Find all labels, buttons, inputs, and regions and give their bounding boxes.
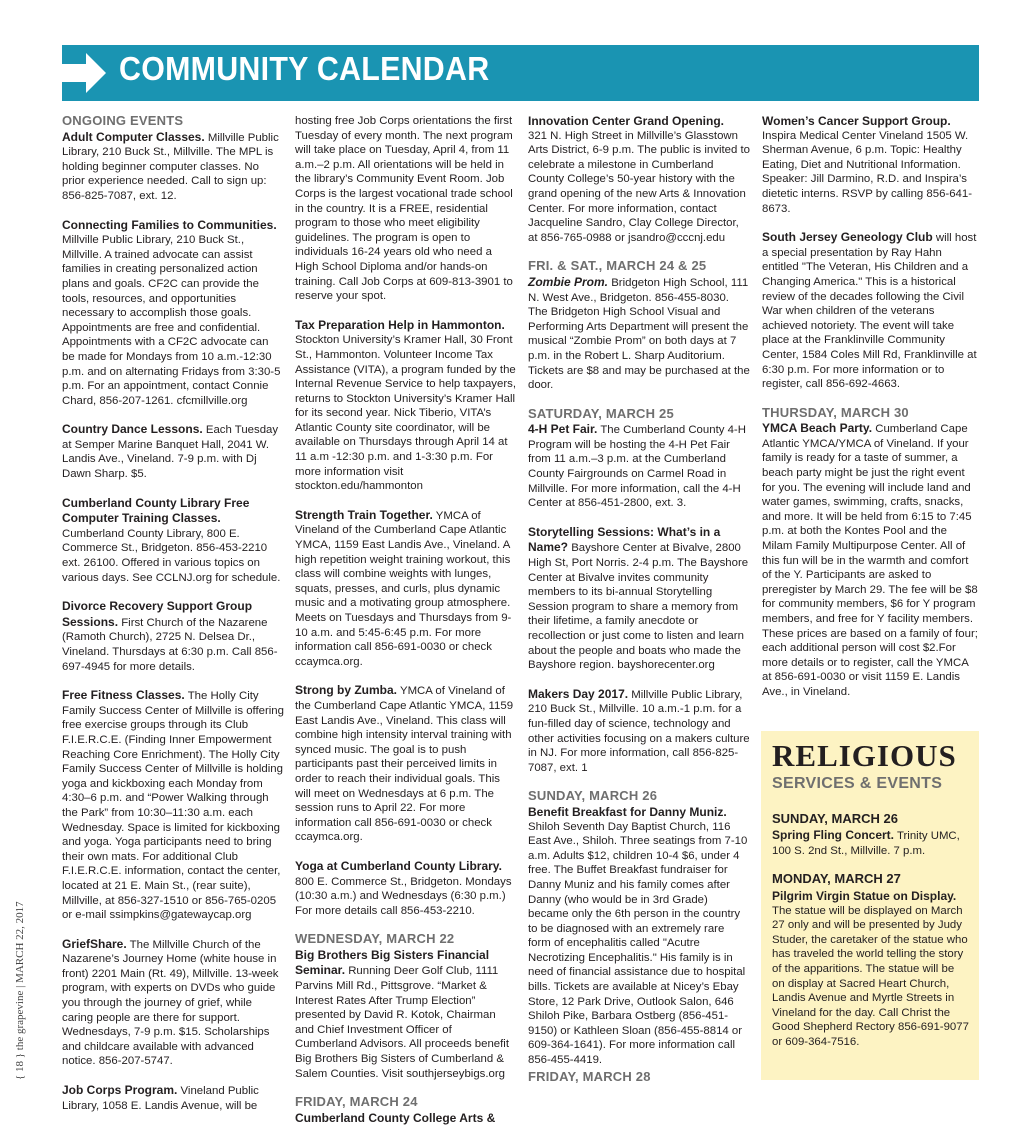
event-body: Vineland Public Library, 1058 E. Landis Avenue, will be: [62, 1085, 259, 1112]
event-body: The Holly City Family Success Center of Millville is offering free exercise groups through its Club F.I.E.R.C.E. (Finding Inner Empowerment Reaching Core Enrichment). The Holly City Family Success Center of Millville is holding yoga and kickboxing each Monday from 4:30–6 p.m. and “Power Walking through the Park” from 10:30–11:30 a.m. each Wednesday. Space is limited for kickboxing and yoga. Yoga participants need to bring their own mats. For additional Club F.I.E.R.C.E. information, contact the center, located at 21 E. Main St., (rear suite), Millville, at 856-327-1510 or 856-765-0205 or e-mail ssimpkins@gatewaycap.org: [62, 690, 284, 922]
event-item: [295, 318, 517, 494]
event-continuation: hosting free Job Corps orientations the first Tuesday of every month. The next program will take place on Tuesday, April 4, from 11 a.m.–2 p.m. All orientations will be held in the library’s Community Event Room. Job Corps is the largest vocational trade school in the country. It is a FREE, residential program to those who meet eligibility guidelines. The program is open to individuals 16-24 years old who need a High School Diploma and/or hands-on training. Call Job Corps at 609-813-3901 to reserve your spot.: [295, 115, 513, 303]
event-title: Strong by Zumba.: [295, 683, 397, 698]
event-body: First Church of the Nazarene (Ramoth Church), 2725 N. Delsea Dr., Vineland. Thursdays at 6:30 p.m. Call 856-697-4945 for more details.: [62, 616, 278, 673]
event-body: Cumberland County Library, 800 E. Commerce St., Bridgeton. 856-453-2210 ext. 26100. Offered in various topics on various days. See CCLNJ.org for schedule.: [62, 527, 281, 584]
event-item: [295, 948, 517, 1081]
column-2: [295, 114, 517, 1125]
date-heading: FRIDAY, MARCH 24: [295, 1094, 418, 1110]
event-title: Connecting Families to Communities.: [62, 217, 277, 232]
event-title: Pilgrim Virgin Statue on Display.: [772, 888, 957, 903]
event-body: Running Deer Golf Club, 1111 Parvins Mill Rd., Pittsgrove. “Market & Interest Rates After Trump Election” presented by David R. Kotok, Chairman and Chief Investment Officer of Cumberland Advisors. All proceeds benefit Big Brothers Big Sisters of Cumberland & Salem Counties. Visit southjerseybigs.org: [295, 965, 510, 1080]
event-body: will host a special presentation by Ray Hahn entitled "The Veteran, His Children and a Changing America." This is a historical review of the decades following the Civil War when children of the veterans achieved notoriety. The event will take place at the Franklinville Community Center, 1584 Coles Mill Rd, Franklinville at 6:30 p.m. For more information or to register, call 856-692-4663.: [762, 232, 977, 391]
event-title: South Jersey Geneology Club: [762, 230, 933, 245]
event-item: [762, 114, 980, 216]
event-item: [295, 508, 517, 670]
event-item: [528, 525, 750, 673]
event-item: [295, 859, 517, 918]
column-3: [528, 114, 750, 1085]
event-title: Yoga at Cumberland County Library.: [295, 858, 502, 873]
page-footer: [14, 870, 34, 1080]
event-title: Strength Train Together.: [295, 507, 433, 522]
event-title: Divorce Recovery Support Group Sessions.: [62, 599, 253, 629]
date-heading: MONDAY, MARCH 27: [772, 871, 901, 887]
event-title: Big Brothers Big Sisters Financial Seminar.: [295, 947, 490, 978]
event-title: Free Fitness Classes.: [62, 688, 185, 703]
event-item: [62, 218, 284, 409]
date-heading: THURSDAY, MARCH 30: [762, 404, 909, 420]
event-item: [762, 421, 980, 699]
date-heading: SUNDAY, MARCH 26: [528, 788, 658, 804]
section-banner: [62, 45, 979, 101]
event-item: [295, 683, 517, 845]
event-item: [528, 275, 750, 393]
event-item: [62, 599, 284, 674]
religious-subtitle: SERVICES & EVENTS: [772, 775, 943, 792]
event-item: [528, 687, 750, 776]
event-title: Tax Preparation Help in Hammonton.: [295, 317, 505, 332]
date-heading: SATURDAY, MARCH 25: [528, 405, 674, 421]
religious-sidebar: [761, 731, 979, 1080]
event-body: The Millville Church of the Nazarene’s Journey Home (white house in front) 2201 Main (Rt. 49), Millville. 13-week program, with experts on DVDs who guide you through the journey of grief, while caring people are there for support. Wednesdays, 7-9 p.m. $15. Scholarships and childcare available with advanced notice. 856-207-5747.: [62, 938, 279, 1068]
date-heading: FRI. & SAT., MARCH 24 & 25: [528, 258, 707, 274]
event-title: Makers Day 2017.: [528, 686, 629, 701]
event-item: [762, 230, 980, 392]
date-heading: SUNDAY, MARCH 26: [772, 810, 898, 826]
event-body: Millville Public Library, 210 Buck St., Millville. The MPL is holding beginner computer classes. No prior experience needed. Call to sign up: 856-825-7087, ext. 12.: [62, 131, 279, 202]
event-item: [772, 828, 969, 858]
event-body: YMCA of Vineland of the Cumberland Cape Atlantic YMCA, 1159 East Landis Ave., Vineland. A high repetition weight training workout, this class will combine weights with lunges, squats, presses, and curls, plus dynamic music and a motivating group atmosphere. Meets on Tuesdays and Thursdays from 9-10 a.m. and 5:45-6:45 p.m. For more information call 856-691-0030 or check ccaymca.org.: [295, 509, 512, 668]
event-item: [528, 805, 750, 1068]
event-title: Country Dance Lessons.: [62, 422, 203, 437]
event-body: Bridgeton High School, 111 N. West Ave., Bridgeton. 856-455-8030. The Bridgeton High School Visual and Performing Arts Department will present the musical “Zombie Prom” on both days at 7 p.m. in the Robert L. Sharp Auditorium. Tickets are $8 and may be purchased at the door.: [528, 276, 750, 392]
event-item: [62, 1083, 284, 1113]
event-body: Each Tuesday at Semper Marine Banquet Hall, 2041 W. Landis Ave., Vineland. 7-9 p.m. with Dj Dawn Sharp. $5.: [62, 424, 279, 481]
event-title: YMCA Beach Party.: [762, 421, 873, 436]
event-title: Benefit Breakfast for Danny Muniz.: [528, 804, 727, 819]
event-body: Millville Public Library, 210 Buck St., Millville. 10 a.m.-1 p.m. for a fun-filled day of science, technology and other activities focusing on a makers culture in NJ. For more information, call 856-825-7087, ext. 1: [528, 688, 750, 774]
event-title: Spring Fling Concert.: [772, 828, 894, 843]
event-title: Cumberland County Library Free Computer Training Classes.: [62, 495, 250, 526]
column-1: [62, 114, 284, 1127]
event-body: The Cumberland County 4-H Program will be hosting the 4-H Pet Fair from 11 a.m.–3 p.m. at the Cumberland County Fairgrounds on Carmel Road in Millville. For more information, call the 4-H Center at 856-451-2800, ext. 3.: [528, 424, 746, 510]
event-body: The statue will be displayed on March 27 only and will be presented by Judy Studer, the caretaker of the statue who has traveled the world telling the story of the apparitions. The statue will be on display at Sacred Heart Church, Landis Avenue and Myrtle Streets in Vineland for the day. Call Christ the Good Shepherd Rectory 856-691-9077 or 609-364-7516.: [772, 904, 969, 1048]
event-item: [62, 937, 284, 1069]
event-title: Storytelling Sessions: What’s in a Name?: [528, 524, 721, 555]
arrow-right-icon: [62, 53, 106, 93]
event-item: [62, 688, 284, 923]
event-title: Innovation Center Grand Opening.: [528, 114, 725, 128]
event-item: [772, 889, 969, 1050]
event-title: Cumberland County College Arts &: [295, 1110, 496, 1125]
event-body: Bayshore Center at Bivalve, 2800 High St, Port Norris. 2-4 p.m. The Bayshore Center at Bivalve invites community members to its bi-annual Storytelling Session program to share a memory from their lifetime, a family anecdote or recollection or just come to listen and learn about the people and boats who made the Bayshore region. bayshorecenter.org: [528, 542, 749, 672]
event-body: 800 E. Commerce St., Bridgeton. Mondays (10:30 a.m.) and Wednesdays (6:30 p.m.) For more details call 856-453-2210.: [295, 875, 512, 917]
event-body: Cumberland Cape Atlantic YMCA/YMCA of Vineland. If your family is ready for a taste of summer, a beach party might be just the right event for you. The evening will include land and water games, swimming, crafts, snacks, and more. It will be held from 6:15 to 7:45 p.m. at both the Kontes Pool and the Milam Family Multipurpose Center. All of this fun will be in the warmth and comfort of the Y. Participants are asked to preregister by March 29. The fee will be $8 for community members, $6 for Y program members, and free for Y facility members. These prices are based on a family of four; each additional person will cost $2.For more details or to register, call the YMCA at 856-691-0030 or visit 1159 E. Landis Ave., in Vineland.: [762, 423, 978, 698]
event-title: Women’s Cancer Support Group.: [762, 114, 951, 128]
event-title: GriefShare.: [62, 936, 127, 951]
date-heading: FRIDAY, MARCH 28: [528, 1068, 651, 1084]
event-body: Stockton University’s Kramer Hall, 30 Front St., Hammonton. Volunteer Income Tax Assistance (VITA), a program funded by the Internal Revenue Service to help taxpayers, returns to Stockton University’s Kramer Hall for its second year. Nick Tiberio, VITA’s Atlantic County site coordinator, will be available on Thursdays through April 14 at 11 a.m -12:30 p.m. and 1-3:30 p.m. For more information visit stockton.edu/hammonton: [295, 334, 516, 493]
event-item: [528, 422, 750, 511]
event-item: [62, 130, 284, 204]
event-body: Shiloh Seventh Day Baptist Church, 116 East Ave., Shiloh. Three seatings from 7-10 a.m. Adults $12, children 10-4 $6, under 4 free. The Buffet Breakfast fundraiser for Danny Muniz and his family comes after Danny (who would be in 3rd Grade) became only the 6th person in the country to be diagnosed with an extremely rare form of encephalitis called "Acutre Necrotizing Encephalitis." His family is in need of financial assistance due to hospital bills. Tickets are available at Nicey’s Ebay Store, 12 Park Drive, Outlook Salon, 646 Shiloh Pike, Barbara Ostberg (856-451-9150) or Kathleen Sloan (856-455-8814 or 609-364-1641). For more information call 856-455-4419.: [528, 820, 748, 1067]
event-item: [528, 114, 750, 245]
event-body: Trinity UMC, 100 S. 2nd St., Millville. 7 p.m.: [772, 830, 960, 857]
footer-text: { 18 } the grapevine | MARCH 22, 2017: [14, 901, 26, 1080]
event-title: Zombie Prom.: [528, 274, 609, 289]
religious-title: RELIGIOUS: [772, 738, 957, 773]
event-body: Millville Public Library, 210 Buck St., Millville. A trained advocate can assist families in creating personalized action plans and goals. CF2C can provide the tools, resources, and opportunities necessary to accomplish those goals. Appointments are free and confidential. Appointments with a CF2C advocate can be made for Mondays from 10 a.m.-12:30 p.m. and on alternating Fridays from 3:30-5 p.m. For an appointment, contact Connie Chard, 856-207-1261. cfcmillville.org: [62, 234, 281, 407]
event-body: YMCA of Vineland of the Cumberland Cape Atlantic YMCA, 1159 East Landis Ave., Vineland. This class will combine high intensity interval training with synced music. The goal is to push participants past their perceived limits in order to reach their individual goals. This will meet on Wednesdays at 6 p.m. The session runs to April 22. For more information call 856-691-0030 or check ccaymca.org.: [295, 685, 514, 844]
event-title: Adult Computer Classes.: [62, 129, 205, 144]
section-heading: ONGOING EVENTS: [62, 113, 184, 128]
event-title: 4-H Pet Fair.: [528, 422, 598, 437]
page-title: COMMUNITY CALENDAR: [119, 50, 490, 87]
date-heading: WEDNESDAY, MARCH 22: [295, 931, 455, 947]
event-body: Inspira Medical Center Vineland 1505 W. Sherman Avenue, 6 p.m. Topic: Healthy Eating, Diet and Nutritional Information. Speaker: Jill Darmino, R.D. and Inspira’s dietetic interns. RSVP by calling 856-641-8673.: [762, 129, 972, 215]
column-4: [762, 114, 980, 714]
event-item: [62, 422, 284, 481]
event-title: Job Corps Program.: [62, 1083, 178, 1098]
event-item: [62, 496, 284, 586]
event-body: 321 N. High Street in Millville’s Glasstown Arts District, 6-9 p.m. The public is invited to celebrate a milestone in Cumberland County College’s 50-year history with the grand opening of the new Arts & Innovation Center. For more information, contact Jacqueline Sandro, Clay College Director, at 856-765-0988 or jsandro@cccnj.edu: [528, 129, 750, 244]
